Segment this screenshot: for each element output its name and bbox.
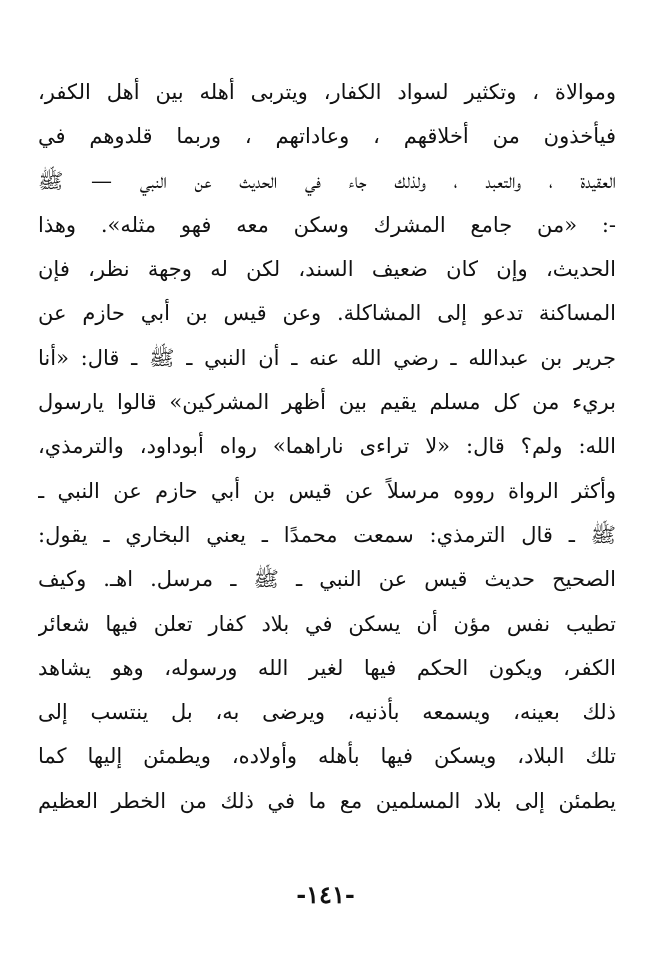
text-line: جرير بن عبدالله ـ رضي الله عنه ـ أن النبي ـ ﷺ ـ قال: «أنا xyxy=(38,345,616,370)
text-line: تلك البلاد، ويسكن فيها بأهله وأولاده، ويطمئن إليها كما xyxy=(38,744,616,769)
text-line: بريء من كل مسلم يقيم بين أظهر المشركين» قالوا يارسول xyxy=(38,390,616,415)
text-line: يطمئن إلى بلاد المسلمين مع ما في ذلك من الخطر العظيم xyxy=(38,788,616,813)
text-line: تطيب نفس مؤن أن يسكن في بلاد كفار تعلن فيها شعائر xyxy=(38,611,616,636)
text-line: الله: ولم؟ قال: «لا تراءى ناراهما» رواه أبوداود، والترمذي، xyxy=(38,434,616,459)
text-line: فيأخذون من أخلاقهم ، وعاداتهم ، وربما قلدوهم في xyxy=(38,124,616,149)
text-line: الحديث، وإن كان ضعيف السند، لكن له وجهة نظر، فإن xyxy=(38,257,616,282)
text-line: ﷺ ـ قال الترمذي: سمعت محمدًا ـ يعني البخاري ـ يقول: xyxy=(38,522,616,547)
text-line: العقيدة ، والتعبد ، ولذلك جاء في الحديث عن النبي — ﷺ xyxy=(38,168,616,193)
page-number: -١٤١- xyxy=(296,880,355,909)
text-line: المساكنة تدعو إلى المشاكلة. وعن قيس بن أبي حازم عن xyxy=(38,301,616,326)
text-line: الكفر، ويكون الحكم فيها لغير الله ورسوله، وهو يشاهد xyxy=(38,655,616,680)
text-line: وموالاة ، وتكثير لسواد الكفار، ويتربى أهله بين أهل الكفر، xyxy=(38,80,616,104)
body-text xyxy=(38,70,616,823)
text-line: الصحيح حديث قيس عن النبي ـ ﷺ ـ مرسل. اهـ. وكيف xyxy=(38,567,616,592)
text-line: ذلك بعينه، ويسمعه بأذنيه، ويرضى به، بل ينتسب إلى xyxy=(38,700,616,725)
text-line: -: «من جامع المشرك وسكن معه فهو مثله». وهذا xyxy=(38,212,616,237)
text-line: وأكثر الرواة رووه مرسلاً عن قيس بن أبي حازم عن النبي ـ xyxy=(38,478,616,503)
